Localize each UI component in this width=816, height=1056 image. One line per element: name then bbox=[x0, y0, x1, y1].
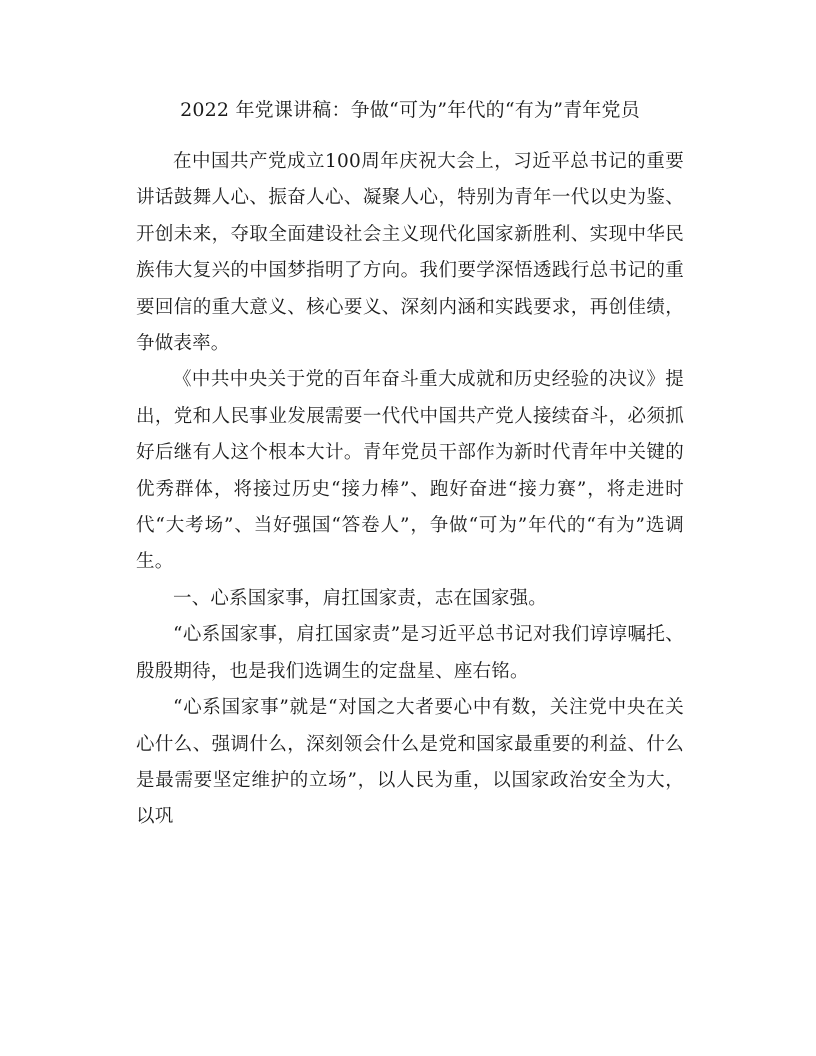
paragraph-mandate: “心系国家事，肩扛国家责”是习近平总书记对我们谆谆嘱托、殷殷期待，也是我们选调生的定盘星、座右铭。 bbox=[136, 624, 684, 682]
paragraph-intro: 在中国共产党成立100周年庆祝大会上，习近平总书记的重要讲话鼓舞人心、振奋人心、凝聚人心，特别为青年一代以史为鉴、开创未来，夺取全面建设社会主义现代化国家新胜利、实现中华民族伟大复兴的中国梦指明了方向。我们要学深悟透践行总书记的重要回信的重大意义、核心要义、深刻内涵和实践要求，再创佳绩，争做表率。 bbox=[136, 151, 684, 355]
paragraph-explanation: “心系国家事”就是“对国之大者要心中有数，关注党中央在关心什么、强调什么，深刻领会什么是党和国家最重要的利益、什么是最需要坚定维护的立场”，以人民为重，以国家政治安全为大，以巩 bbox=[136, 697, 684, 828]
document-page bbox=[136, 92, 684, 836]
paragraph-resolution: 《中共中央关于党的百年奋斗重大成就和历史经验的决议》提出，党和人民事业发展需要一代代中国共产党人接续奋斗，必须抓好后继有人这个根本大计。青年党员干部作为新时代青年中关键的优秀群体，将接过历史“接力棒”、跑好奋进“接力赛”，将走进时代“大考场”、当好强国“答卷人”，争做“可为”年代的“有为”选调生。 bbox=[136, 369, 684, 573]
document-title: 2022 年党课讲稿：争做“可为”年代的“有为”青年党员 bbox=[180, 99, 640, 121]
section-heading-1: 一、心系国家事，肩扛国家责，志在国家强。 bbox=[173, 587, 548, 609]
